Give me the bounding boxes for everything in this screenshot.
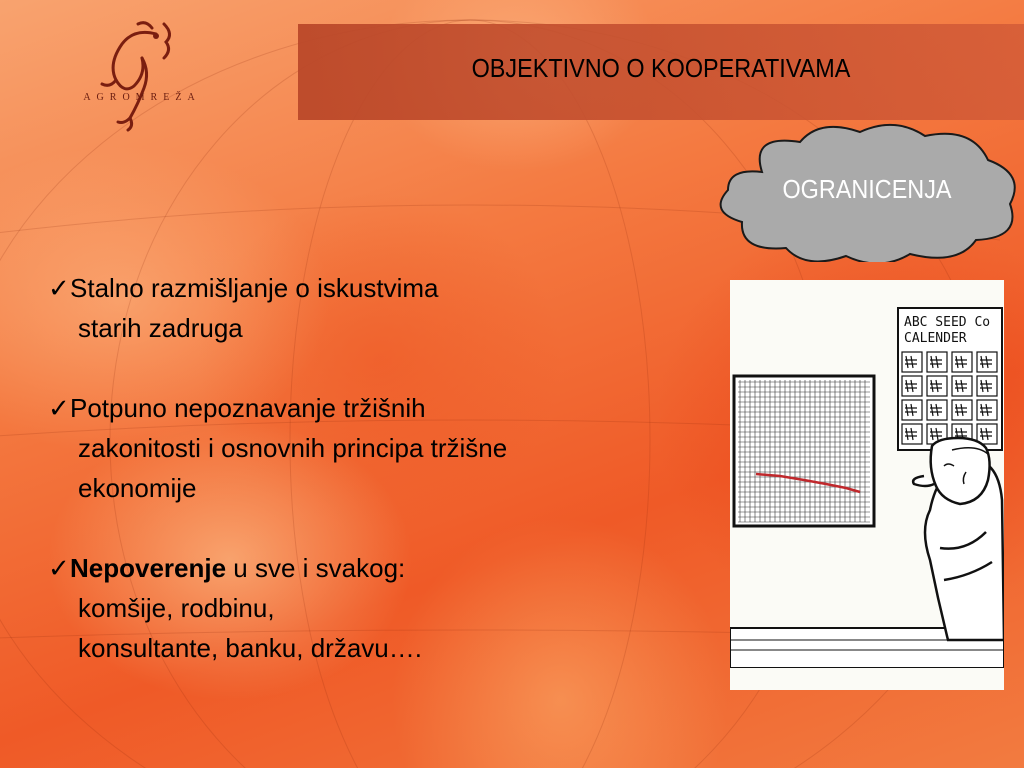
calendar-sign-line-2: CALENDER <box>904 331 967 346</box>
bullet-1-line-2: starih zadruga <box>78 313 243 343</box>
bullet-1-line-1: Stalno razmišljanje o iskustvima <box>70 273 439 303</box>
checkmark-icon: ✓ <box>48 553 70 583</box>
bullet-3-line-1-rest: u sve i svakog: <box>226 553 406 583</box>
bull-figure-icon <box>94 14 184 134</box>
calendar-sign-line-1: ABC SEED Co <box>904 315 991 330</box>
bullet-3-emphasis: Nepoverenje <box>70 553 227 583</box>
cloud-callout <box>710 122 1024 262</box>
bullet-list <box>48 268 688 708</box>
cartoon-illustration <box>730 280 1004 690</box>
header-banner <box>298 24 1024 120</box>
logo-wordmark: AGROMREŽA <box>83 92 201 103</box>
page-title: OBJEKTIVNO O KOOPERATIVAMA <box>471 53 851 83</box>
bullet-3-line-2: komšije, rodbinu, <box>78 593 275 623</box>
bullet-item-3 <box>48 548 688 668</box>
checkmark-icon: ✓ <box>48 393 70 423</box>
bullet-item-1 <box>48 268 688 348</box>
bullet-2-line-1: Potpuno nepoznavanje tržišnih <box>70 393 426 423</box>
agromreza-logo <box>52 14 232 139</box>
checkmark-icon: ✓ <box>48 273 70 303</box>
bullet-item-2 <box>48 388 688 508</box>
callout-label: OGRANICENJA <box>782 174 952 204</box>
bullet-2-line-2: zakonitosti i osnovnih principa tržišne <box>78 433 508 463</box>
bullet-3-line-3: konsultante, banku, državu…. <box>78 633 422 663</box>
bullet-2-line-3: ekonomije <box>78 473 197 503</box>
cartoon-drawing <box>730 280 1004 690</box>
